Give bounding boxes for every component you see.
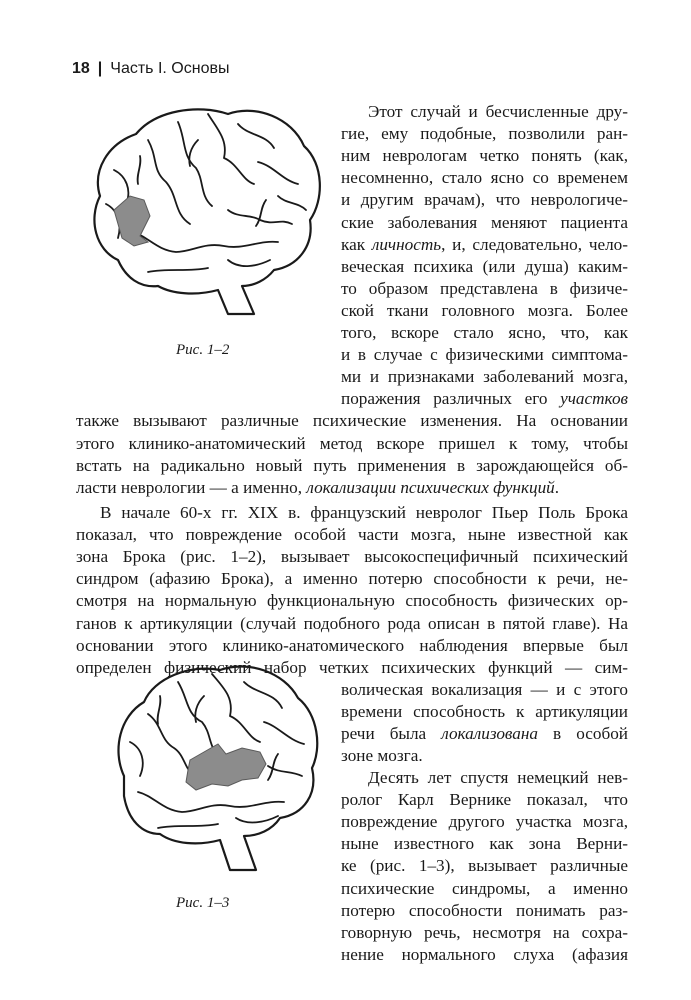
text-line: определен физический набор четких психических функций — сим- xyxy=(76,657,628,677)
text-line xyxy=(341,723,628,745)
text-line: того, вскоре стало ясно, что, как xyxy=(341,323,628,342)
text-line: и в случае с физическими симптома- xyxy=(341,345,628,365)
text-line: времени способность к артикуляции xyxy=(341,701,628,721)
text-line: ганов к артикуляции (случай подобного рода описан в пятой главе). На xyxy=(76,613,628,633)
header-separator: | xyxy=(97,60,103,77)
text-line: зоне мозга. xyxy=(341,746,423,766)
brain-figure-broca xyxy=(78,100,328,320)
text-line: Этот случай и бесчисленные дру- xyxy=(368,102,628,121)
text-segment: как xyxy=(341,234,372,254)
text-line: встать на радикально новый путь применения в зарождающейся об- xyxy=(76,455,628,475)
text-line: ныне известного как зона Верни- xyxy=(341,834,628,854)
text-line: смотря на нормальную функциональную способность физических ор- xyxy=(76,591,628,611)
running-header xyxy=(72,60,229,78)
text-line: также вызывают различные психические изменения. На основании xyxy=(76,411,628,431)
text-line: несомненно, стало ясно со временем xyxy=(341,168,628,188)
text-line: психические синдромы, а именно xyxy=(341,878,628,898)
text-line: гие, ему подобные, позволили ран- xyxy=(341,124,628,144)
text-line: волическая вокализация — и с этого xyxy=(341,679,628,699)
text-line: повреждение другого участка мозга, xyxy=(341,812,628,832)
text-segment: в особой xyxy=(537,724,628,743)
text-line: говорную речь, несмотря на сохра- xyxy=(341,922,628,942)
italic-phrase: локализована xyxy=(441,724,538,743)
text-line: ним неврологам четко понять (как, xyxy=(341,146,628,166)
text-segment: . xyxy=(554,477,560,497)
text-line xyxy=(341,388,628,410)
wernicke-area xyxy=(186,744,266,790)
section-title: Часть I. Основы xyxy=(110,60,230,77)
italic-phrase: локализации психических функций xyxy=(306,477,555,497)
text-line: потерю способности понимать раз- xyxy=(341,900,628,920)
text-line: ской ткани головного мозга. Более xyxy=(341,300,628,320)
brain-figure-wernicke xyxy=(108,656,328,876)
text-line xyxy=(76,477,628,499)
italic-phrase: личность xyxy=(371,234,442,254)
text-line: Десять лет спустя немецкий нев- xyxy=(368,768,628,787)
text-line: нение нормального слуха (афазия xyxy=(341,944,628,964)
text-line: ке (рис. 1–3), вызывает различные xyxy=(341,856,628,876)
text-line: ские заболевания меняют пациента xyxy=(341,212,628,232)
text-line: зона Брока (рис. 1–2), вызывает высокоспецифичный психический xyxy=(76,547,628,567)
text-segment: поражения различных его xyxy=(341,389,561,409)
text-segment: речи была xyxy=(341,724,442,743)
text-line xyxy=(341,234,628,256)
text-segment: ласти неврологии — а именно, xyxy=(76,477,307,497)
text-line: то образом представлена в физиче- xyxy=(341,278,628,298)
figure-caption: Рис. 1–3 xyxy=(176,895,230,911)
page-number: 18 xyxy=(72,60,90,77)
italic-phrase: участков xyxy=(560,389,628,409)
text-line: основании этого клинико-анатомического наблюдения впервые был xyxy=(76,635,628,655)
text-segment: , и, следовательно, чело- xyxy=(441,234,628,254)
text-line: и другим врачам), что неврологиче- xyxy=(341,190,628,210)
text-line: ми и признаками заболеваний мозга, xyxy=(341,367,628,387)
text-line: показал, что повреждение особой части мозга, ныне известной как xyxy=(76,525,628,545)
text-line: В начале 60-х гг. XIX в. французский невролог Пьер Поль Брока xyxy=(100,503,628,522)
text-line: этого клинико-анатомический метод вскоре пришел к тому, чтобы xyxy=(76,433,628,453)
text-line: синдром (афазию Брока), а именно потерю способности к речи, не- xyxy=(76,569,628,589)
figure-caption: Рис. 1–2 xyxy=(176,342,230,358)
text-line: ролог Карл Вернике показал, что xyxy=(341,790,628,810)
text-line: веческая психика (или душа) каким- xyxy=(341,256,628,276)
